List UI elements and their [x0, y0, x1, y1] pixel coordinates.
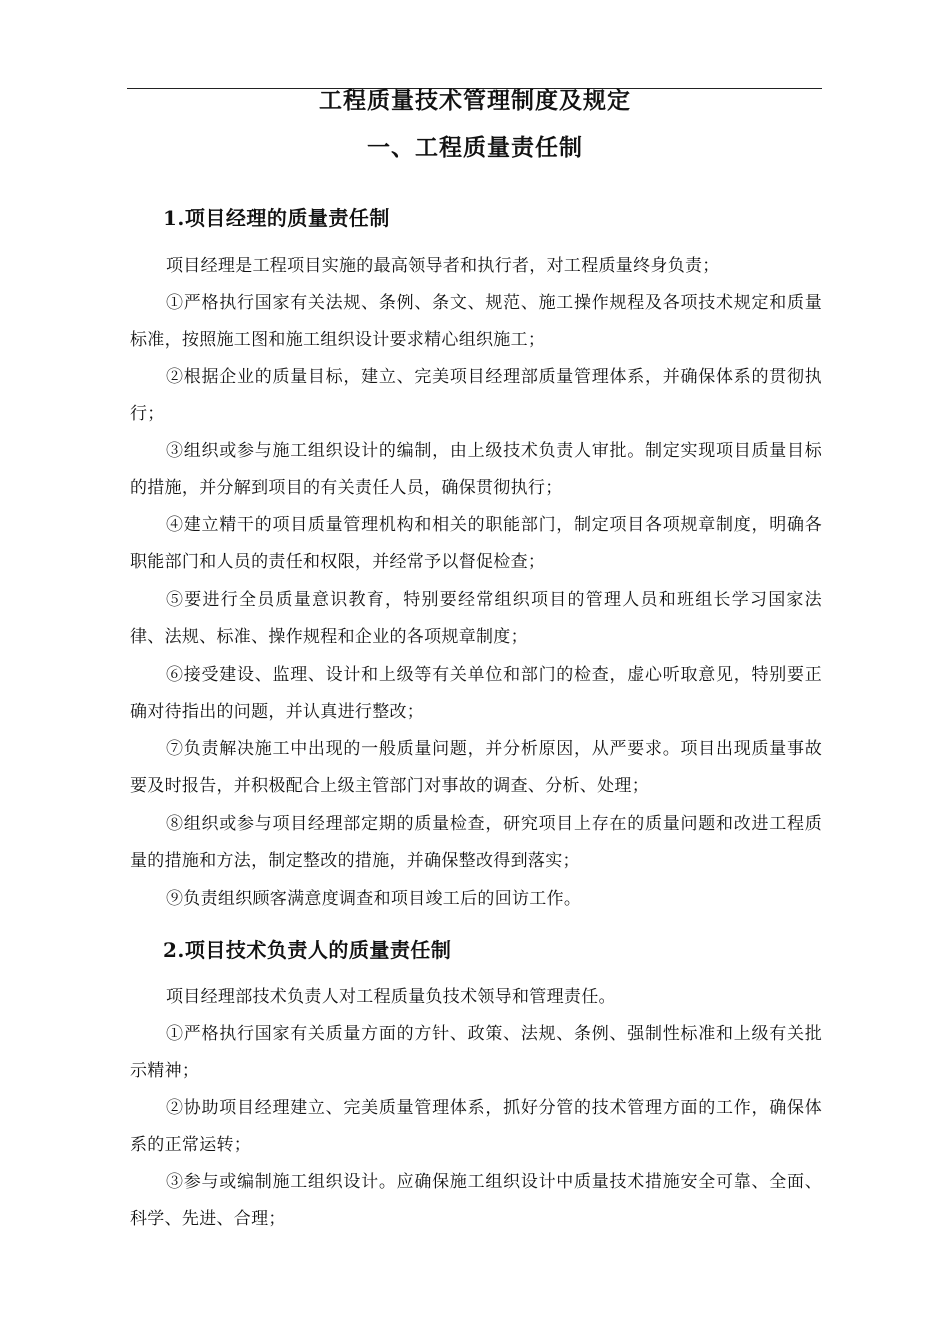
paragraph-item-1-4: ④建立精干的项目质量管理机构和相关的职能部门，制定项目各项规章制度，明确各职能部门和人员的责任和权限，并经常予以督促检查；	[130, 515, 822, 572]
paragraph-item-1-8: ⑧组织或参与项目经理部定期的质量检查，研究项目上存在的质量问题和改进工程质量的措施和方法，制定整改的措施，并确保整改得到落实；	[130, 814, 822, 871]
subsection-heading-1: 1.项目经理的质量责任制	[163, 206, 390, 230]
paragraph-intro-1: 项目经理是工程项目实施的最高领导者和执行者，对工程质量终身负责；	[166, 256, 720, 276]
paragraph-item-1-9: ⑨负责组织顾客满意度调查和项目竣工后的回访工作。	[166, 889, 582, 909]
paragraph-item-1-2: ②根据企业的质量目标，建立、完美项目经理部质量管理体系，并确保体系的贯彻执行；	[130, 367, 822, 424]
paragraph-intro-2: 项目经理部技术负责人对工程质量负技术领导和管理责任。	[166, 987, 616, 1007]
paragraph-item-2-1: ①严格执行国家有关质量方面的方针、政策、法规、条例、强制性标准和上级有关批示精神；	[130, 1024, 822, 1081]
subsection-heading-2: 2.项目技术负责人的质量责任制	[163, 938, 452, 962]
section-title: 一、工程质量责任制	[367, 135, 583, 161]
paragraph-item-1-3: ③组织或参与施工组织设计的编制，由上级技术负责人审批。制定实现项目质量目标的措施，并分解到项目的有关责任人员，确保贯彻执行；	[130, 441, 822, 498]
paragraph-item-2-3: ③参与或编制施工组织设计。应确保施工组织设计中质量技术措施安全可靠、全面、科学、先进、合理；	[130, 1172, 822, 1229]
paragraph-item-1-1: ①严格执行国家有关法规、条例、条文、规范、施工操作规程及各项技术规定和质量标准，按照施工图和施工组织设计要求精心组织施工；	[130, 293, 822, 350]
paragraph-item-2-2: ②协助项目经理建立、完美质量管理体系，抓好分管的技术管理方面的工作，确保体系的正常运转；	[130, 1098, 822, 1155]
paragraph-item-1-5: ⑤要进行全员质量意识教育，特别要经常组织项目的管理人员和班组长学习国家法律、法规、标准、操作规程和企业的各项规章制度；	[130, 590, 822, 647]
paragraph-item-1-7: ⑦负责解决施工中出现的一般质量问题，并分析原因，从严要求。项目出现质量事故要及时报告，并积极配合上级主管部门对事故的调查、分析、处理；	[130, 739, 822, 796]
paragraph-item-1-6: ⑥接受建设、监理、设计和上级等有关单位和部门的检查，虚心听取意见，特别要正确对待指出的问题，并认真进行整改；	[130, 665, 822, 722]
document-title: 工程质量技术管理制度及规定	[319, 88, 631, 114]
